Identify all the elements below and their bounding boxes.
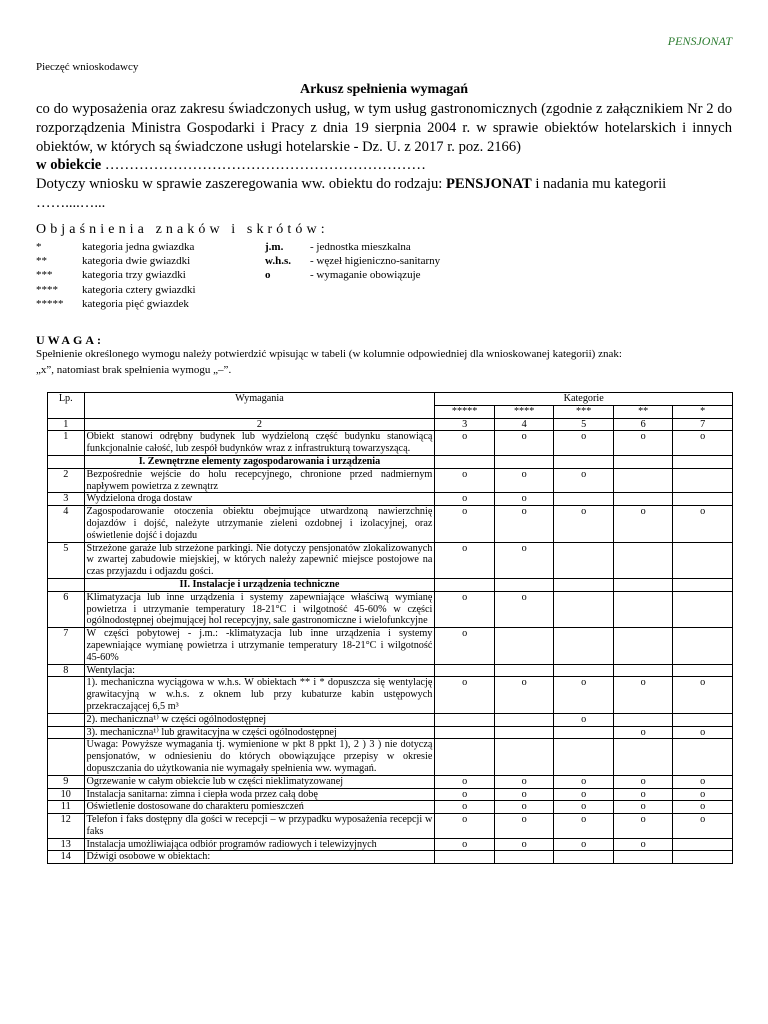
category-mark-cell[interactable] bbox=[435, 664, 495, 677]
category-mark-cell[interactable] bbox=[673, 493, 733, 506]
category-mark-cell[interactable] bbox=[554, 664, 614, 677]
uwaga-note bbox=[36, 346, 736, 378]
table-row bbox=[48, 726, 733, 739]
object-label: w obiekcie bbox=[36, 157, 102, 174]
header-requirements: Wymagania bbox=[84, 393, 435, 419]
category-mark-cell[interactable]: o bbox=[435, 677, 495, 713]
category-mark-cell[interactable]: o bbox=[494, 431, 554, 456]
category-mark-cell[interactable]: o bbox=[673, 677, 733, 713]
category-mark-cell[interactable] bbox=[673, 838, 733, 851]
category-mark-cell[interactable] bbox=[673, 578, 733, 591]
category-mark-cell[interactable] bbox=[435, 578, 495, 591]
category-mark-cell[interactable]: o bbox=[554, 468, 614, 493]
row-number: 9 bbox=[48, 775, 85, 788]
row-number: 6 bbox=[48, 591, 85, 627]
requirement-text: W części pobytowej - j.m.: -klimatyzacja lub inne urządzenia i systemy zapewniające wymianę powietrza i utrzymanie temperatury 18-21°C i wilgotność 45-60% bbox=[84, 628, 435, 664]
requirement-text: 1). mechaniczna wyciągowa w w.h.s. W obiektach ** i * dopuszcza się wentylację grawitacyjną w w.h.s. z oknem lub przy kubaturze kabin ustępowych przekraczającej 6,5 m³ bbox=[84, 677, 435, 713]
category-mark-cell[interactable] bbox=[613, 542, 673, 578]
intro-block bbox=[36, 100, 732, 213]
document-type-label: PENSJONAT bbox=[667, 34, 732, 48]
category-mark-cell[interactable]: o bbox=[494, 468, 554, 493]
category-mark-cell[interactable] bbox=[613, 468, 673, 493]
header-col-number: 1 bbox=[48, 418, 85, 431]
category-mark-cell[interactable] bbox=[554, 455, 614, 468]
legend-abbr: w.h.s. bbox=[265, 255, 291, 268]
category-mark-cell[interactable]: o bbox=[435, 628, 495, 664]
header-col-number: 7 bbox=[673, 418, 733, 431]
table-row bbox=[48, 468, 733, 493]
table-row bbox=[48, 506, 733, 542]
document-title: Arkusz spełnienia wymagań bbox=[299, 82, 469, 97]
request-tail: i nadania mu kategorii bbox=[535, 176, 667, 193]
row-number: 5 bbox=[48, 542, 85, 578]
request-text: Dotyczy wniosku w sprawie zaszeregowania ww. obiektu do rodzaju: bbox=[36, 176, 443, 193]
row-number: 12 bbox=[48, 814, 85, 839]
category-mark-cell[interactable]: o bbox=[554, 814, 614, 839]
table-row bbox=[48, 677, 733, 713]
category-blank: ……....…... bbox=[36, 194, 106, 211]
category-mark-cell[interactable]: o bbox=[435, 468, 495, 493]
header-category: ***** bbox=[435, 405, 495, 418]
legend-text: kategoria dwie gwiazdki bbox=[82, 255, 191, 268]
category-mark-cell[interactable]: o bbox=[435, 838, 495, 851]
row-number: 4 bbox=[48, 506, 85, 542]
row-number bbox=[48, 677, 85, 713]
category-mark-cell[interactable]: o bbox=[494, 591, 554, 627]
uwaga-heading: UWAGA: bbox=[36, 333, 104, 347]
category-mark-cell[interactable] bbox=[494, 578, 554, 591]
intro-text: co do wyposażenia oraz zakresu świadczonych usług, w tym usług gastronomicznych (zgodnie z załącznikiem Nr 2 do rozporządzenia Ministra Gospodarki i Pracy z dnia 19 sierpnia 2004 r. w sprawie obiektów hotelarskich i innych obiektów, w których są świadczone usługi hotelarskie - Dz. U. z 2017 r. poz. 2166) bbox=[36, 101, 732, 155]
header-category: **** bbox=[494, 405, 554, 418]
table-row bbox=[48, 493, 733, 506]
legend-abbr-text: - wymaganie obowiązuje bbox=[310, 269, 421, 282]
category-mark-cell[interactable] bbox=[494, 664, 554, 677]
category-mark-cell[interactable]: o bbox=[494, 493, 554, 506]
category-mark-cell[interactable] bbox=[613, 591, 673, 627]
category-mark-cell[interactable] bbox=[554, 493, 614, 506]
header-category: * bbox=[673, 405, 733, 418]
legend-abbr-texts bbox=[310, 240, 440, 283]
requirement-text: Instalacja umożliwiająca odbiór programów radiowych i telewizyjnych bbox=[84, 838, 435, 851]
legend-symbol: ***** bbox=[36, 297, 64, 310]
requirement-text: Klimatyzacja lub inne urządzenia i systemy zapewniające właściwą wymianę powietrza i utrzymanie temperatury 18-21°C i wilgotność 45-60% w części ogólnodostępnej obejmującej hol recepcyjny, sale gastronomiczne i wielofunkcyjne bbox=[84, 591, 435, 627]
table-row bbox=[48, 739, 733, 775]
category-mark-cell[interactable] bbox=[673, 542, 733, 578]
header-category: ** bbox=[613, 405, 673, 418]
requirements-body bbox=[48, 431, 733, 864]
category-mark-cell[interactable]: o bbox=[494, 542, 554, 578]
table-row bbox=[48, 578, 733, 591]
category-mark-cell[interactable]: o bbox=[673, 801, 733, 814]
legend-stars-texts bbox=[82, 240, 196, 311]
legend-symbol: *** bbox=[36, 269, 53, 282]
category-mark-cell[interactable] bbox=[613, 578, 673, 591]
category-mark-cell[interactable]: o bbox=[554, 713, 614, 726]
table-row bbox=[48, 664, 733, 677]
category-mark-cell[interactable] bbox=[613, 493, 673, 506]
category-mark-cell[interactable] bbox=[435, 713, 495, 726]
category-mark-cell[interactable] bbox=[613, 739, 673, 775]
category-mark-cell[interactable] bbox=[673, 713, 733, 726]
category-mark-cell[interactable] bbox=[673, 455, 733, 468]
row-number: 8 bbox=[48, 664, 85, 677]
category-mark-cell[interactable]: o bbox=[494, 788, 554, 801]
category-mark-cell[interactable]: o bbox=[613, 775, 673, 788]
section-heading: II. Instalacje i urządzenia techniczne bbox=[84, 578, 435, 591]
row-number bbox=[48, 713, 85, 726]
category-mark-cell[interactable] bbox=[673, 739, 733, 775]
category-mark-cell[interactable] bbox=[435, 726, 495, 739]
row-number bbox=[48, 739, 85, 775]
header-category: *** bbox=[554, 405, 614, 418]
requirement-text: Ogrzewanie w całym obiekcie lub w części nieklimatyzowanej bbox=[84, 775, 435, 788]
category-mark-cell[interactable]: o bbox=[554, 506, 614, 542]
category-mark-cell[interactable]: o bbox=[435, 542, 495, 578]
category-mark-cell[interactable] bbox=[435, 851, 495, 864]
category-mark-cell[interactable]: o bbox=[494, 801, 554, 814]
legend-abbr: o bbox=[265, 269, 271, 282]
category-mark-cell[interactable]: o bbox=[613, 431, 673, 456]
category-mark-cell[interactable]: o bbox=[435, 801, 495, 814]
row-number: 13 bbox=[48, 838, 85, 851]
category-mark-cell[interactable] bbox=[673, 591, 733, 627]
category-mark-cell[interactable] bbox=[554, 628, 614, 664]
category-mark-cell[interactable] bbox=[554, 726, 614, 739]
category-mark-cell[interactable]: o bbox=[673, 814, 733, 839]
requirement-text: Strzeżone garaże lub strzeżone parkingi. Nie dotyczy pensjonatów zlokalizowanych w zwartej zabudowie miejskiej, w których należy zapewnić miejsce postojowe na czas przyjazdu i odjazdu gości. bbox=[84, 542, 435, 578]
category-mark-cell[interactable]: o bbox=[435, 591, 495, 627]
category-mark-cell[interactable]: o bbox=[494, 677, 554, 713]
requirement-text: Dźwigi osobowe w obiektach: bbox=[84, 851, 435, 864]
legend-text: kategoria pięć gwiazdek bbox=[82, 297, 189, 310]
category-mark-cell[interactable] bbox=[673, 851, 733, 864]
category-mark-cell[interactable]: o bbox=[673, 726, 733, 739]
category-mark-cell[interactable]: o bbox=[673, 431, 733, 456]
row-number bbox=[48, 726, 85, 739]
table-row bbox=[48, 713, 733, 726]
category-mark-cell[interactable] bbox=[673, 468, 733, 493]
header-categories: Kategorie bbox=[435, 393, 733, 406]
row-number: 11 bbox=[48, 801, 85, 814]
legend-abbr-text: - jednostka mieszkalna bbox=[310, 241, 411, 253]
header-col-number: 4 bbox=[494, 418, 554, 431]
category-mark-cell[interactable] bbox=[494, 713, 554, 726]
category-mark-cell[interactable]: o bbox=[435, 814, 495, 839]
header-col-number: 6 bbox=[613, 418, 673, 431]
requirement-text: Wentylacja: bbox=[84, 664, 435, 677]
intro-paragraph bbox=[36, 100, 732, 175]
legend-abbr-text: - węzeł higieniczno-sanitarny bbox=[310, 255, 441, 268]
object-name-blank: ………………………………………………………… bbox=[104, 157, 426, 174]
category-mark-cell[interactable] bbox=[613, 628, 673, 664]
legend-symbol: * bbox=[36, 241, 42, 253]
category-mark-cell[interactable] bbox=[613, 455, 673, 468]
header-lp: Lp. bbox=[48, 393, 85, 419]
category-mark-cell[interactable]: o bbox=[613, 801, 673, 814]
request-type: PENSJONAT bbox=[446, 176, 532, 193]
requirement-text: Wydzielona droga dostaw bbox=[84, 493, 435, 506]
legend-abbr-symbols bbox=[265, 240, 291, 283]
category-mark-cell[interactable]: o bbox=[494, 814, 554, 839]
category-mark-cell[interactable]: o bbox=[554, 677, 614, 713]
header-col-number: 3 bbox=[435, 418, 495, 431]
category-mark-cell[interactable] bbox=[554, 542, 614, 578]
requirement-text: 2). mechaniczna¹⁾ w części ogólnodostępnej bbox=[84, 713, 435, 726]
legend-symbol: ** bbox=[36, 255, 47, 268]
category-mark-cell[interactable]: o bbox=[435, 775, 495, 788]
category-mark-cell[interactable] bbox=[613, 664, 673, 677]
legend-heading: Objaśnienia znaków i skrótów: bbox=[36, 222, 329, 237]
category-mark-cell[interactable]: o bbox=[673, 506, 733, 542]
table-row bbox=[48, 775, 733, 788]
requirement-text: 3). mechaniczna¹⁾ lub grawitacyjna w części ogólnodostępnej bbox=[84, 726, 435, 739]
category-mark-cell[interactable] bbox=[673, 628, 733, 664]
category-mark-cell[interactable] bbox=[435, 455, 495, 468]
category-mark-cell[interactable]: o bbox=[613, 506, 673, 542]
category-mark-cell[interactable] bbox=[554, 591, 614, 627]
category-mark-cell[interactable]: o bbox=[554, 775, 614, 788]
category-mark-cell[interactable] bbox=[554, 578, 614, 591]
table-row bbox=[48, 542, 733, 578]
requirement-text: Uwaga: Powyższe wymagania tj. wymienione w pkt 8 ppkt 1), 2 ) 3 ) nie dotyczą pensjonatów, w odniesieniu do których obowiązujące przepisy w okresie dopuszczania do użytkowania nie wymagały spełnienia ww. wymagań. bbox=[84, 739, 435, 775]
category-mark-cell[interactable] bbox=[494, 739, 554, 775]
row-number: 10 bbox=[48, 788, 85, 801]
category-mark-cell[interactable]: o bbox=[435, 788, 495, 801]
requirement-text: Obiekt stanowi odrębny budynek lub wydzieloną część budynku stanowiącą funkcjonalnie całość, lub zespół budynków wraz z infrastrukturą towarzyszącą. bbox=[84, 431, 435, 456]
table-row bbox=[48, 838, 733, 851]
section-heading: I. Zewnętrzne elementy zagospodarowania i urządzenia bbox=[84, 455, 435, 468]
category-mark-cell[interactable] bbox=[435, 739, 495, 775]
table-row bbox=[48, 788, 733, 801]
category-mark-cell[interactable]: o bbox=[673, 775, 733, 788]
category-mark-cell[interactable] bbox=[494, 851, 554, 864]
table-row bbox=[48, 801, 733, 814]
category-mark-cell[interactable] bbox=[494, 726, 554, 739]
legend-abbr: j.m. bbox=[265, 241, 284, 253]
header-col-number: 5 bbox=[554, 418, 614, 431]
category-mark-cell[interactable] bbox=[554, 851, 614, 864]
table-row bbox=[48, 591, 733, 627]
category-mark-cell[interactable] bbox=[494, 455, 554, 468]
category-mark-cell[interactable]: o bbox=[554, 788, 614, 801]
table-row bbox=[48, 455, 733, 468]
legend-symbol: **** bbox=[36, 283, 58, 296]
row-number: 3 bbox=[48, 493, 85, 506]
table-row bbox=[48, 814, 733, 839]
requirement-text: Oświetlenie dostosowane do charakteru pomieszczeń bbox=[84, 801, 435, 814]
applicant-stamp-label: Pieczęć wnioskodawcy bbox=[36, 61, 139, 73]
legend-text: kategoria cztery gwiazdki bbox=[82, 283, 196, 296]
category-mark-cell[interactable]: o bbox=[435, 431, 495, 456]
row-number: 7 bbox=[48, 628, 85, 664]
category-mark-cell[interactable] bbox=[613, 713, 673, 726]
table-row bbox=[48, 851, 733, 864]
requirement-text: Telefon i faks dostępny dla gości w recepcji – w przypadku wyposażenia recepcji w faks bbox=[84, 814, 435, 839]
category-mark-cell[interactable] bbox=[613, 851, 673, 864]
table-row bbox=[48, 431, 733, 456]
table-row bbox=[48, 628, 733, 664]
legend-text: kategoria jedna gwiazdka bbox=[82, 241, 195, 253]
category-mark-cell[interactable]: o bbox=[613, 838, 673, 851]
category-mark-cell[interactable]: o bbox=[613, 814, 673, 839]
row-number: 1 bbox=[48, 431, 85, 456]
header-col-number: 2 bbox=[84, 418, 435, 431]
request-paragraph bbox=[36, 175, 732, 213]
row-number bbox=[48, 578, 85, 591]
uwaga-line: „x”, natomiast brak spełnienia wymogu „–”. bbox=[36, 364, 232, 376]
category-mark-cell[interactable]: o bbox=[673, 788, 733, 801]
category-mark-cell[interactable]: o bbox=[613, 726, 673, 739]
category-mark-cell[interactable]: o bbox=[494, 506, 554, 542]
row-number: 14 bbox=[48, 851, 85, 864]
category-mark-cell[interactable]: o bbox=[554, 801, 614, 814]
category-mark-cell[interactable] bbox=[673, 664, 733, 677]
category-mark-cell[interactable]: o bbox=[494, 775, 554, 788]
category-mark-cell[interactable]: o bbox=[435, 506, 495, 542]
requirements-table bbox=[47, 392, 733, 864]
category-mark-cell[interactable]: o bbox=[554, 431, 614, 456]
category-mark-cell[interactable]: o bbox=[435, 493, 495, 506]
requirement-text: Bezpośrednie wejście do holu recepcyjnego, chronione przed nadmiernym napływem powietrza z zewnątrz bbox=[84, 468, 435, 493]
row-number bbox=[48, 455, 85, 468]
category-mark-cell[interactable]: o bbox=[613, 677, 673, 713]
category-mark-cell[interactable] bbox=[554, 739, 614, 775]
requirement-text: Zagospodarowanie otoczenia obiektu obejmujące utwardzoną nawierzchnię dojazdów i dojść, należyte utrzymanie zieleni ozdobnej i izolacyjnej, oraz oświetlenie dojść i dojazdu bbox=[84, 506, 435, 542]
requirement-text: Instalacja sanitarna: zimna i ciepła woda przez całą dobę bbox=[84, 788, 435, 801]
category-mark-cell[interactable]: o bbox=[494, 838, 554, 851]
uwaga-line: Spełnienie określonego wymogu należy potwierdzić wpisując w tabeli (w kolumnie odpowiedniej dla wnioskowanej kategorii) znak: bbox=[36, 348, 622, 360]
legend-text: kategoria trzy gwiazdki bbox=[82, 269, 186, 282]
legend-stars-symbols bbox=[36, 240, 64, 311]
category-mark-cell[interactable] bbox=[494, 628, 554, 664]
row-number: 2 bbox=[48, 468, 85, 493]
category-mark-cell[interactable]: o bbox=[613, 788, 673, 801]
category-mark-cell[interactable]: o bbox=[554, 838, 614, 851]
